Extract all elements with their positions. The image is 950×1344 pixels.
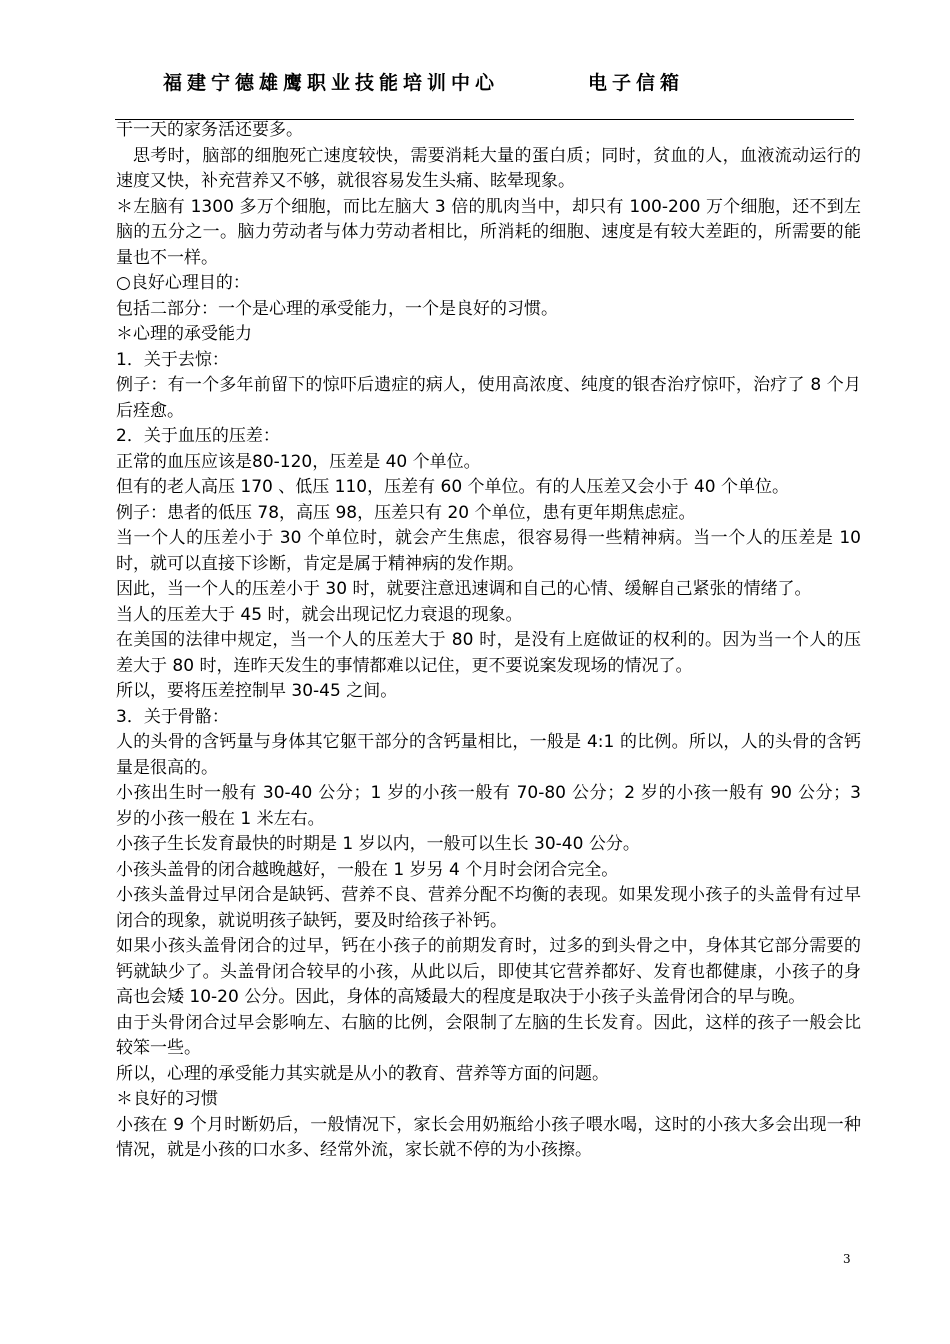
page-number: 3: [843, 1252, 851, 1266]
numbered-heading: 2．关于血压的压差：: [116, 426, 280, 446]
mailbox-label: 电子信箱: [588, 72, 685, 94]
paragraph: 当人的压差大于 45 时，就会出现记忆力衰退的现象。: [116, 604, 523, 625]
paragraph: 但有的老人高压 170 、低压 110，压差有 60 个单位。有的人压差又会小于 40 个单位。: [116, 477, 789, 497]
paragraph: 小孩出生时一般有 30-40 公分；1 岁的小孩一般有 70-80 公分；2 岁的小孩一般有 90 公分；3 岁的小孩一般在 1 米左右。: [116, 783, 861, 829]
paragraph: 包括二部分：一个是心理的承受能力，一个是良好的习惯。: [116, 298, 558, 319]
section-heading: ＊心理的承受能力: [116, 324, 252, 344]
paragraph: 思考时，脑部的细胞死亡速度较快，需要消耗大量的蛋白质；同时，贫血的人，血液流动运行的速度又快，补充营养又不够，就很容易发生头痛、眩晕现象。: [116, 145, 861, 191]
paragraph: 因此，当一个人的压差小于 30 时，就要注意迅速调和自己的心情、缓解自己紧张的情绪了。: [116, 579, 812, 599]
paragraph: 所以，心理的承受能力其实就是从小的教育、营养等方面的问题。: [116, 1063, 609, 1084]
paragraph: ＊左脑有 1300 多万个细胞，而比左脑大 3 倍的肌肉当中，却只有 100-200 万个细胞，还不到左脑的五分之一。脑力劳动者与体力劳动者相比，所消耗的细胞、速度是有较大差距的，所需要的能量也不一样。: [116, 196, 861, 268]
numbered-heading: 3．关于骨骼：: [116, 706, 229, 727]
paragraph: 小孩头盖骨的闭合越晚越好，一般在 1 岁另 4 个月时会闭合完全。: [116, 859, 619, 880]
paragraph: 例子：患者的低压 78，高压 98，压差只有 20 个单位，患有更年期焦虑症。: [116, 502, 696, 523]
page-header: [0, 68, 950, 98]
paragraph: 小孩子生长发育最快的时期是 1 岁以内，一般可以生长 30-40 公分。: [116, 834, 640, 854]
paragraph: 小孩在 9 个月时断奶后，一般情况下，家长会用奶瓶给小孩子喂水喝，这时的小孩大多会出现一种情况，就是小孩的口水多、经常外流，家长就不停的为小孩擦。: [116, 1114, 861, 1160]
paragraph: 由于头骨闭合过早会影响左、右脑的比例，会限制了左脑的生长发育。因此，这样的孩子一般会比较笨一些。: [116, 1012, 861, 1058]
paragraph: 所以，要将压差控制早 30-45 之间。: [116, 681, 398, 701]
section-heading: ＊良好的习惯: [116, 1089, 218, 1109]
paragraph: 正常的血压应该是80-120，压差是 40 个单位。: [116, 451, 481, 472]
paragraph: 小孩头盖骨过早闭合是缺钙、营养不良、营养分配不均衡的表现。如果发现小孩子的头盖骨有过早闭合的现象，就说明孩子缺钙，要及时给孩子补钙。: [116, 885, 861, 931]
paragraph: 在美国的法律中规定，当一个人的压差大于 80 时，是没有上庭做证的权利的。因为当一个人的压差大于 80 时，连昨天发生的事情都难以记住，更不要说案发现场的情况了。: [116, 630, 861, 676]
numbered-heading: 1．关于去惊：: [116, 349, 229, 370]
paragraph: 例子：有一个多年前留下的惊吓后遗症的病人，使用高浓度、纯度的银杏治疗惊吓，治疗了 8 个月后痊愈。: [116, 375, 861, 421]
document-body: [116, 118, 861, 1164]
organization-name: 福建宁德雄鹰职业技能培训中心: [163, 72, 500, 94]
paragraph: 如果小孩头盖骨闭合的过早，钙在小孩子的前期发育时，过多的到头骨之中，身体其它部分需要的钙就缺少了。头盖骨闭合较早的小孩，从此以后，即使其它营养都好、发育也都健康，小孩子的身高也会矮 10-20 公分。因此，身体的高矮最大的程度是取决于小孩子头盖骨闭合的早与晚。: [116, 936, 861, 1007]
section-heading: ○良好心理目的：: [116, 273, 250, 293]
paragraph: 干一天的家务活还要多。: [116, 120, 303, 140]
paragraph: 当一个人的压差小于 30 个单位时，就会产生焦虑，很容易得一些精神病。当一个人的压差是 10 时，就可以直接下诊断，肯定是属于精神病的发作期。: [116, 528, 861, 574]
paragraph: 人的头骨的含钙量与身体其它躯干部分的含钙量相比，一般是 4:1 的比例。所以，人的头骨的含钙量是很高的。: [116, 732, 861, 778]
